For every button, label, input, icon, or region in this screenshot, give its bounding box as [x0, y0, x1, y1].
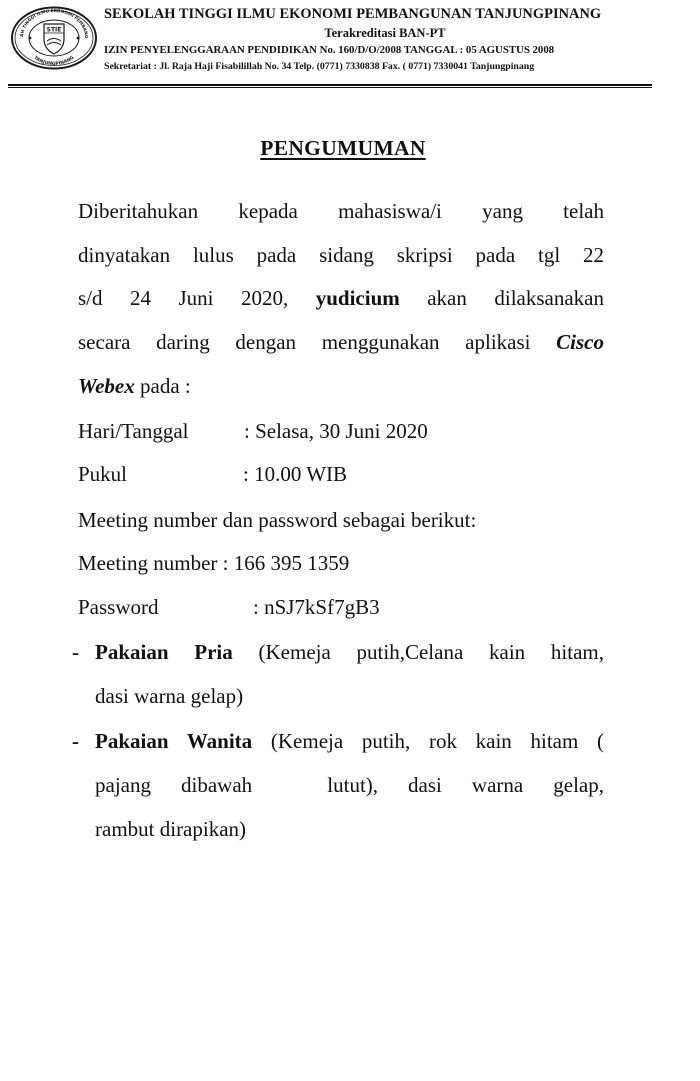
- page-title: PENGUMUMAN: [260, 136, 426, 160]
- day-value: : Selasa, 30 Juni 2020: [244, 419, 428, 443]
- institution-name: SEKOLAH TINGGI ILMU EKONOMI PEMBANGUNAN TANJUNGPINANG: [104, 6, 602, 22]
- bullet-dash: -: [72, 640, 79, 664]
- body-line-1: Diberitahukan kepada mahasiswa/i yang telah: [78, 199, 604, 223]
- logo-ring-top-text: AH TINGGI ILMU EKONOMI PEMBANG: [19, 8, 89, 39]
- dress-women-line-1: [95, 731, 604, 752]
- svg-text:TANJUNGPINANG: [33, 55, 76, 67]
- password-label: Password: [78, 595, 159, 619]
- time-label: Pukul: [78, 462, 128, 486]
- dress-men-line-1: [95, 642, 604, 663]
- body-line-3: [78, 288, 604, 309]
- body-line-3-end: akan dilaksanakan: [399, 286, 604, 310]
- time-value: : 10.00 WIB: [243, 462, 348, 486]
- meeting-number-line: [78, 553, 349, 574]
- dress-men-line-2: dasi warna gelap): [95, 684, 244, 708]
- meeting-intro: Meeting number dan password sebagai berikut:: [78, 508, 477, 532]
- body-line-5: [78, 376, 191, 397]
- body-line-4: [78, 332, 604, 353]
- dress-men-title: Pakaian Pria: [95, 640, 233, 664]
- dress-women-line-3: rambut dirapikan): [95, 817, 247, 841]
- app-name-webex: Webex: [78, 374, 135, 398]
- letterhead-divider: [8, 84, 652, 86]
- dress-women-desc-1: (Kemeja putih, rok kain hitam (: [252, 729, 604, 753]
- password-value: : nSJ7kSf7gB3: [253, 595, 380, 619]
- body-line-5-end: pada :: [134, 374, 191, 398]
- logo-center-text: STIE: [46, 26, 62, 34]
- license-line: IZIN PENYELENGGARAAN PENDIDIKAN No. 160/D/O/2008 TANGGAL : 05 AGUSTUS 2008: [104, 44, 555, 56]
- body-line-3-start: s/d 24 Juni 2020,: [78, 286, 316, 310]
- letterhead-divider-thin: [8, 87, 652, 88]
- accreditation-line: Terakreditasi BAN-PT: [324, 26, 446, 40]
- dress-women-title: Pakaian Wanita: [95, 729, 253, 753]
- meeting-number-label: Meeting number :: [78, 551, 234, 575]
- body-line-4-start: secara daring dengan menggunakan aplikasi: [78, 330, 557, 354]
- bullet-dash: -: [72, 729, 79, 753]
- dress-men-desc-1: (Kemeja putih,Celana kain hitam,: [232, 640, 604, 664]
- dress-women-line-2: pajang dibawah lutut), dasi warna gelap,: [95, 773, 604, 797]
- meeting-number-value: 166 395 1359: [233, 551, 350, 575]
- app-name-cisco: Cisco: [556, 330, 604, 354]
- body-line-2: dinyatakan lulus pada sidang skripsi pada tgl 22: [78, 243, 604, 267]
- logo-ring-bottom-text: TANJUNGPINANG: [32, 55, 76, 68]
- day-label: Hari/Tanggal: [78, 419, 189, 443]
- address-line: Sekretariat : Jl. Raja Haji Fisabilillah No. 34 Telp. (0771) 7330838 Fax. ( 0771) 7330041 Tanjungpinang: [104, 61, 535, 72]
- yudicium-term: yudicium: [315, 286, 400, 310]
